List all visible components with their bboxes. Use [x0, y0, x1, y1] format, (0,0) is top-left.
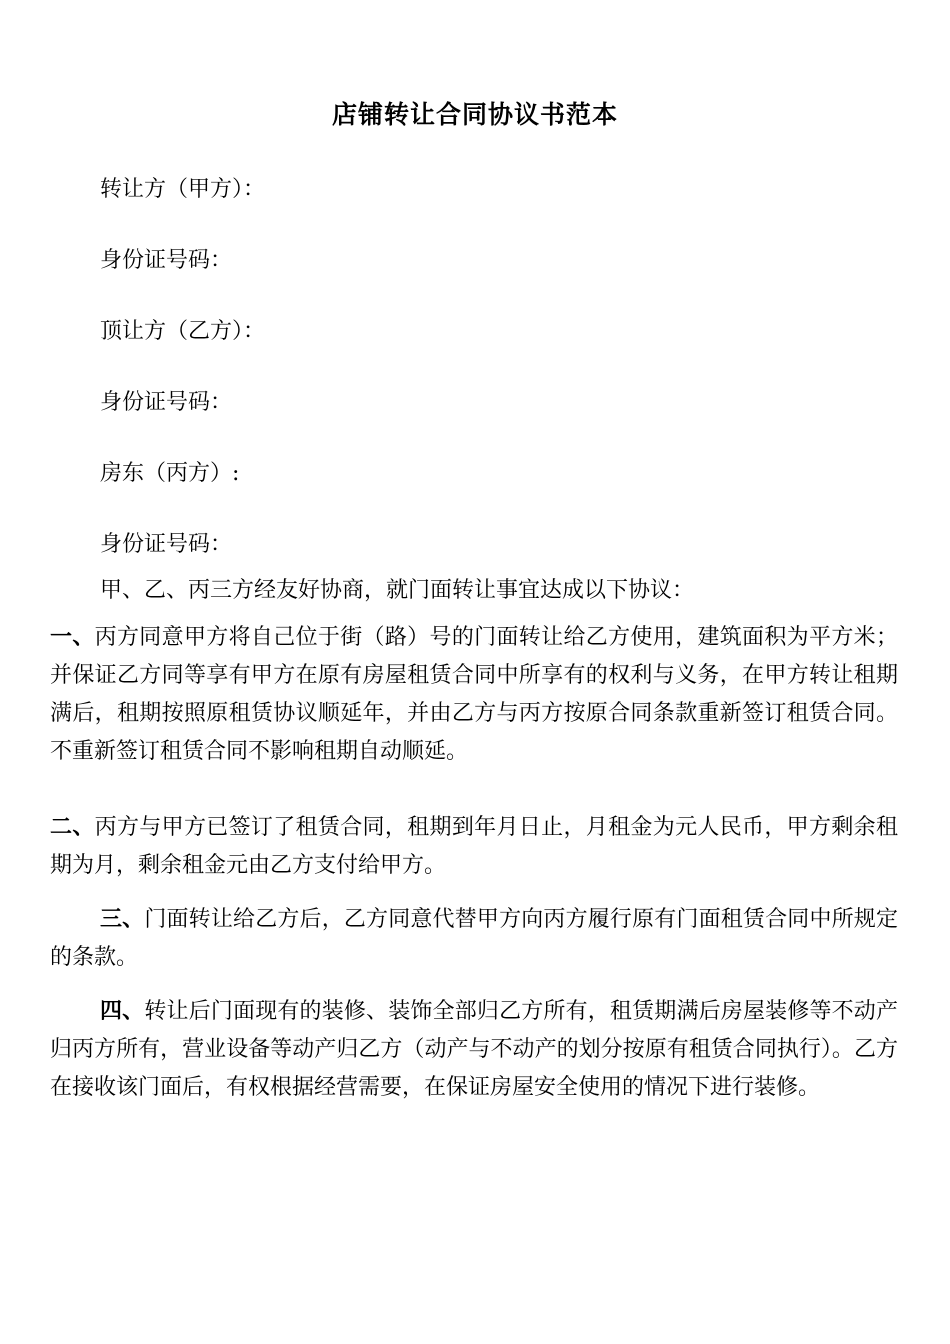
clause-2-text: 丙方与甲方已签订了租赁合同，租期到年月日止，月租金为元人民币，甲方剩余租期为月，剩余租金元由乙方支付给甲方。	[50, 815, 898, 878]
clause-1-text: 丙方同意甲方将自己位于街（路）号的门面转让给乙方使用，建筑面积为平方米；并保证乙方同等享有甲方在原有房屋租赁合同中所享有的权利与义务，在甲方转让租期满后，租期按照原租赁协议顺延年，并由乙方与丙方按原合同条款重新签订租赁合同。不重新签订租赁合同不影响租期自动顺延。	[50, 625, 898, 764]
intro-paragraph: 甲、乙、丙三方经友好协商，就门面转让事宜达成以下协议：	[100, 578, 695, 603]
clause-3-text: 门面转让给乙方后，乙方同意代替甲方向丙方履行原有门面租赁合同中所规定的条款。	[50, 907, 898, 970]
clause-3	[50, 900, 898, 977]
clause-4	[50, 992, 898, 1107]
landlord-label: 房东（丙方）:	[100, 461, 240, 486]
transferor-label: 转让方（甲方）：	[100, 177, 266, 202]
document-title: 店铺转让合同协议书范本	[331, 100, 618, 129]
transferee-id-label: 身份证号码：	[100, 390, 233, 415]
clause-1	[50, 618, 898, 771]
clause-4-number: 四、	[100, 998, 145, 1024]
clause-3-number: 三、	[100, 906, 145, 932]
transferee-label: 顶让方（乙方）：	[100, 319, 266, 344]
landlord-id-label: 身份证号码：	[100, 532, 233, 557]
clause-2-number: 二、	[50, 814, 95, 840]
clause-1-number: 一、	[50, 624, 95, 650]
transferor-id-label: 身份证号码：	[100, 248, 233, 273]
clause-2	[50, 808, 898, 885]
clause-4-text: 转让后门面现有的装修、装饰全部归乙方所有，租赁期满后房屋装修等不动产归丙方所有，营业设备等动产归乙方（动产与不动产的划分按原有租赁合同执行）。乙方在接收该门面后，有权根据经营需要，在保证房屋安全使用的情况下进行装修。	[50, 999, 898, 1100]
